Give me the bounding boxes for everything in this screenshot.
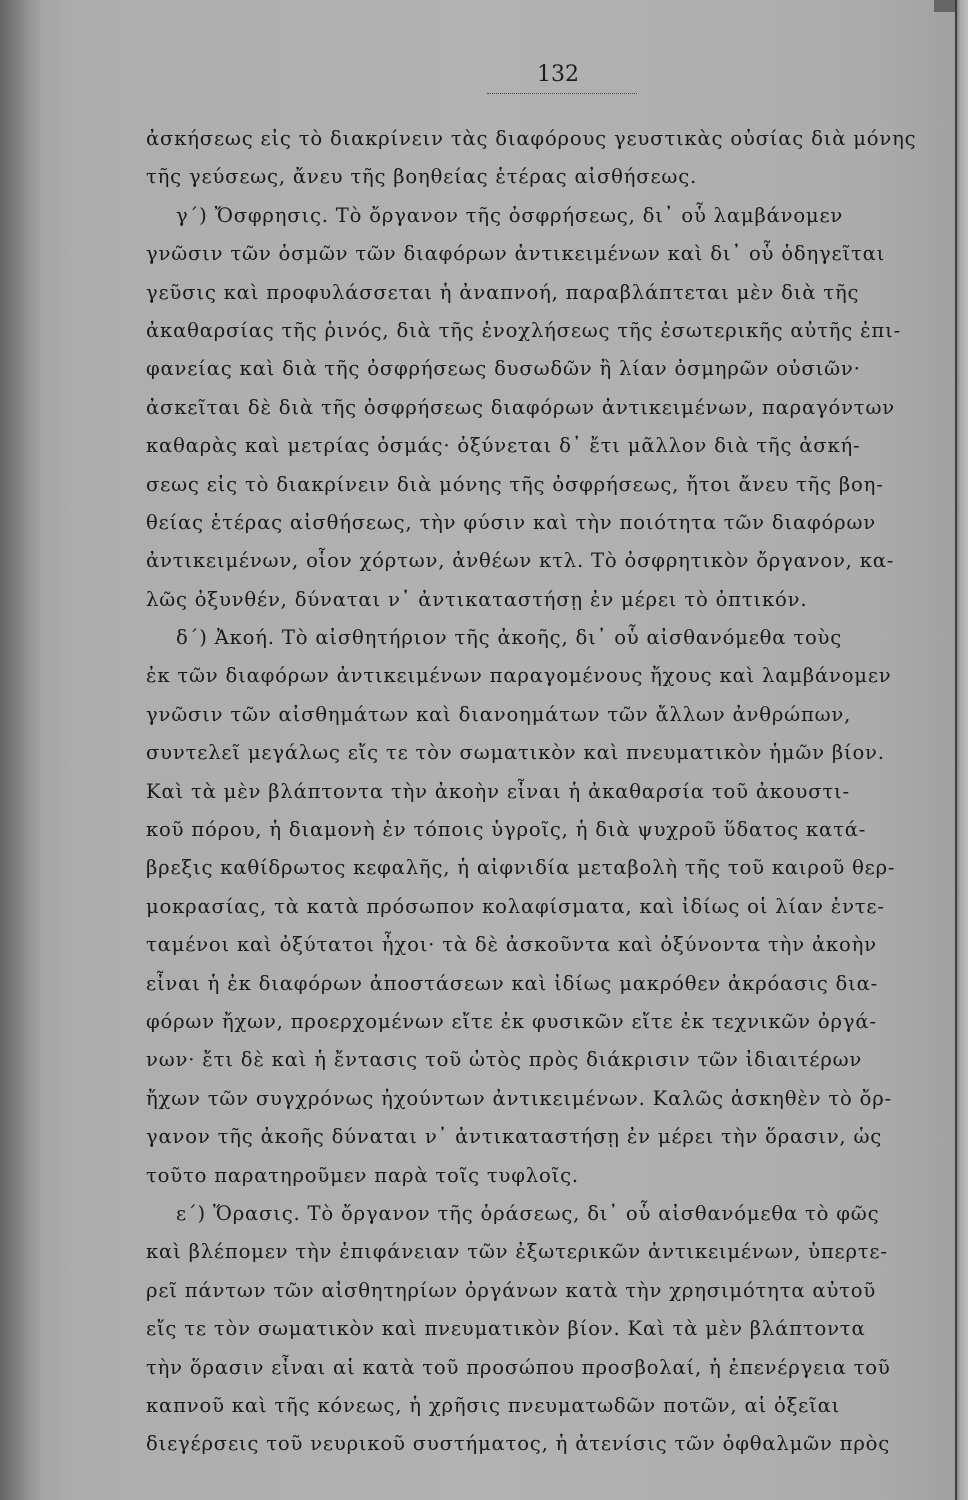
text-line-34: καπνοῦ καὶ τῆς κόνεως, ἡ χρῆσις πνευματωδῶν ποτῶν, αἱ ὀξεῖαι xyxy=(146,1393,841,1417)
text-line-5: γεῦσις καὶ προφυλάσσεται ἡ ἀναπνοή, παραβλάπτεται μὲν διὰ τῆς xyxy=(146,280,860,304)
text-line-31: ρεῖ πάντων τῶν αἰσθητηρίων ὀργάνων κατὰ τὴν χρησιμότητα αὐτοῦ xyxy=(146,1278,877,1302)
left-page-shadow xyxy=(0,0,42,1500)
text-line-10: σεως εἰς τὸ διακρίνειν διὰ μόνης τῆς ὀσφρήσεως, ἤτοι ἄνευ τῆς βοη- xyxy=(146,472,884,496)
text-line-19: κοῦ πόρου, ἡ διαμονὴ ἐν τόποις ὑγροῖς, ἡ διὰ ψυχροῦ ὕδατος κατά- xyxy=(146,818,867,842)
text-line-12: ἀντικειμένων, οἷον χόρτων, ἀνθέων κτλ. Τὸ ὀσφρητικὸν ὄργανον, κα- xyxy=(146,549,895,573)
text-line-7: φανείας καὶ διὰ τῆς ὀσφρήσεως δυσωδῶν ἢ λίαν ὀσμηρῶν οὐσιῶν· xyxy=(146,357,861,381)
text-line-14: δ΄) Ἀκοή. Τὸ αἰσθητήριον τῆς ἀκοῆς, δι᾽ οὗ αἰσθανόμεθα τοὺς xyxy=(176,626,843,650)
text-line-11: θείας ἑτέρας αἰσθήσεως, τὴν φύσιν καὶ τὴν ποιότητα τῶν διαφόρων xyxy=(146,510,876,534)
adjacent-page-edge xyxy=(955,0,968,1500)
text-line-8: ἀσκεῖται δὲ διὰ τῆς ὀσφρήσεως διαφόρων ἀντικειμένων, παραγόντων xyxy=(146,395,895,419)
text-line-26: ἤχων τῶν συγχρόνως ἠχούντων ἀντικειμένων. Καλῶς ἀσκηθὲν τὸ ὄρ- xyxy=(146,1086,892,1110)
text-line-18: Καὶ τὰ μὲν βλάπτοντα τὴν ἀκοὴν εἶναι ἡ ἀκαθαρσία τοῦ ἀκουστι- xyxy=(146,779,850,803)
text-line-33: τὴν ὅρασιν εἶναι αἱ κατὰ τοῦ προσώπου προσβολαί, ἡ ἐπενέργεια τοῦ xyxy=(146,1355,891,1379)
page-body xyxy=(146,120,958,1464)
text-line-27: γανον τῆς ἀκοῆς δύναται ν᾽ ἀντικαταστήσῃ ἐν μέρει τὴν ὅρασιν, ὡς xyxy=(146,1125,883,1149)
text-line-2: τῆς γεύσεως, ἄνευ τῆς βοηθείας ἑτέρας αἰσθήσεως. xyxy=(146,165,698,189)
text-line-20: βρεξις καθίδρωτος κεφαλῆς, ἡ αἰφνιδία μεταβολὴ τῆς τοῦ καιροῦ θερ- xyxy=(146,856,896,880)
text-line-25: νων· ἔτι δὲ καὶ ἡ ἔντασις τοῦ ὠτὸς πρὸς διάκρισιν τῶν ἰδιαιτέρων xyxy=(146,1048,863,1072)
text-line-32: εἴς τε τὸν σωματικὸν καὶ πνευματικὸν βίον. Καὶ τὰ μὲν βλάπτοντα xyxy=(146,1317,866,1341)
text-line-21: μοκρασίας, τὰ κατὰ πρόσωπον κολαφίσματα, καὶ ἰδίως οἱ λίαν ἐντε- xyxy=(146,894,885,918)
text-line-3: γ΄) Ὄσφρησις. Τὸ ὄργανον τῆς ὀσφρήσεως, δι᾽ οὗ λαμβάνομεν xyxy=(176,203,844,227)
text-line-9: καθαρὰς καὶ μετρίας ὀσμάς· ὀξύνεται δ᾽ ἔτι μᾶλλον διὰ τῆς ἀσκή- xyxy=(146,434,861,458)
text-line-1: ἀσκήσεως εἰς τὸ διακρίνειν τὰς διαφόρους γευστικὰς οὐσίας διὰ μόνης xyxy=(146,127,917,150)
text-line-15: ἐκ τῶν διαφόρων ἀντικειμένων παραγομένους ἤχους καὶ λαμβάνομεν xyxy=(146,664,892,688)
text-line-13: λῶς ὀξυνθέν, δύναται ν᾽ ἀντικαταστήσῃ ἐν μέρει τὸ ὀπτικόν. xyxy=(146,587,808,611)
text-line-29: ε΄) Ὅρασις. Τὸ ὄργανον τῆς ὁράσεως, δι᾽ οὗ αἰσθανόμεθα τὸ φῶς xyxy=(176,1201,880,1225)
text-line-23: εἶναι ἡ ἐκ διαφόρων ἀποστάσεων καὶ ἰδίως μακρόθεν ἀκρόασις δια- xyxy=(146,971,879,995)
text-line-16: γνῶσιν τῶν αἰσθημάτων καὶ διανοημάτων τῶν ἄλλων ἀνθρώπων, xyxy=(146,702,852,726)
text-line-4: γνῶσιν τῶν ὀσμῶν τῶν διαφόρων ἀντικειμένων καὶ δι᾽ οὗ ὁδηγεῖται xyxy=(146,242,886,266)
text-line-22: ταμένοι καὶ ὀξύτατοι ἦχοι· τὰ δὲ ἀσκοῦντα καὶ ὀξύνοντα τὴν ἀκοὴν xyxy=(146,933,877,957)
text-line-17: συντελεῖ μεγάλως εἴς τε τὸν σωματικὸν καὶ πνευματικὸν ἡμῶν βίον. xyxy=(146,741,885,765)
page-number: 132 xyxy=(537,62,579,87)
text-line-30: καὶ βλέπομεν τὴν ἐπιφάνειαν τῶν ἐξωτερικῶν ἀντικειμένων, ὑπερτε- xyxy=(146,1240,888,1264)
text-line-35: διεγέρσεις τοῦ νευρικοῦ συστήματος, ἡ ἀτενίσις τῶν ὀφθαλμῶν πρὸς xyxy=(146,1432,891,1456)
text-line-6: ἀκαθαρσίας τῆς ῥινός, διὰ τῆς ἐνοχλήσεως τῆς ἐσωτερικῆς αὐτῆς ἐπι- xyxy=(146,318,901,342)
header-rule xyxy=(487,93,637,94)
text-line-28: τοῦτο παρατηροῦμεν παρὰ τοῖς τυφλοῖς. xyxy=(146,1163,579,1187)
text-line-24: φόρων ἤχων, προερχομένων εἴτε ἐκ φυσικῶν εἴτε ἐκ τεχνικῶν ὀργά- xyxy=(146,1009,877,1033)
